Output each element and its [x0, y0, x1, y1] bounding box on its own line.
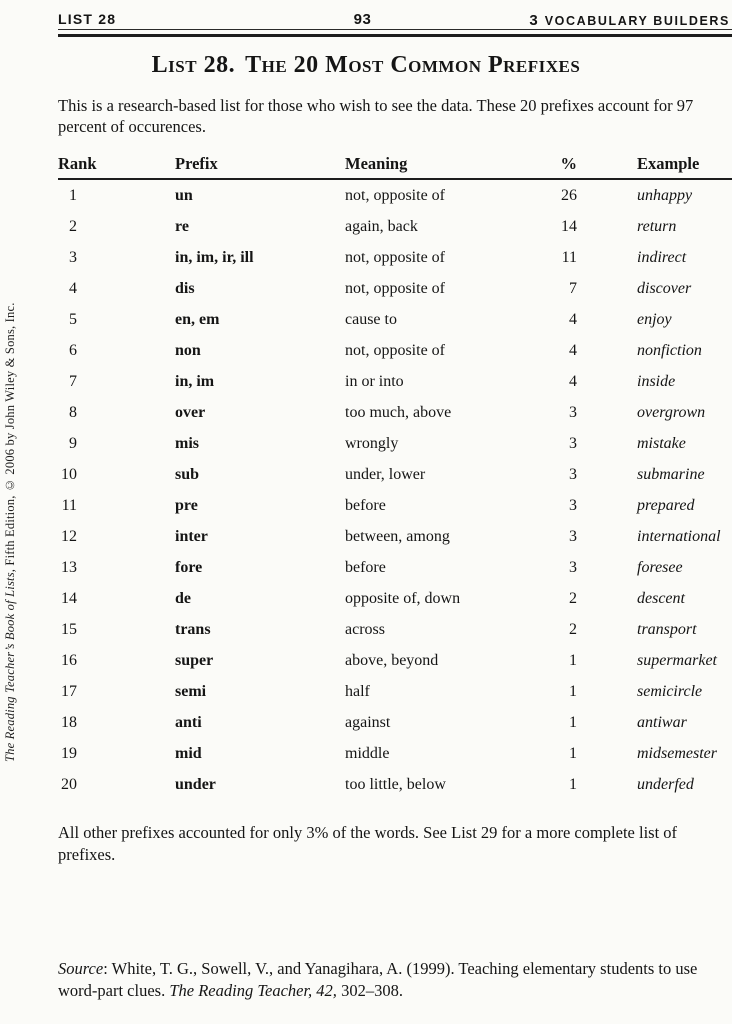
percent-cell: 2	[569, 589, 577, 607]
prefix-cell: dis	[175, 279, 195, 297]
table-row	[58, 335, 732, 366]
rank-cell: 11	[61, 496, 77, 514]
running-head-list-label: LIST 28	[58, 11, 117, 27]
example-cell: inside	[637, 372, 676, 390]
prefix-cell: pre	[175, 496, 198, 514]
prefix-cell: inter	[175, 527, 208, 545]
rank-cell: 4	[69, 279, 77, 297]
spine-edition-copyright: Fifth Edition, © 2006 by John Wiley & Sons, Inc.	[3, 302, 17, 569]
rank-cell: 19	[61, 744, 77, 762]
example-cell: descent	[637, 589, 685, 607]
table-body	[58, 180, 732, 800]
rank-cell: 6	[69, 341, 77, 359]
header-rule-thin	[58, 29, 732, 30]
example-cell: supermarket	[637, 651, 717, 669]
example-cell: semicircle	[637, 682, 703, 700]
rank-cell: 7	[69, 372, 77, 390]
percent-cell: 4	[569, 372, 577, 390]
prefix-cell: super	[175, 651, 214, 669]
column-header-percent: %	[560, 154, 577, 173]
meaning-cell: again, back	[345, 217, 418, 235]
table-row	[58, 707, 732, 738]
example-cell: prepared	[637, 496, 695, 514]
percent-cell: 3	[569, 527, 577, 545]
rank-cell: 14	[61, 589, 77, 607]
rank-cell: 12	[61, 527, 77, 545]
example-cell: mistake	[637, 434, 686, 452]
spine-book-title: The Reading Teacher’s Book of Lists,	[3, 568, 17, 762]
table-row	[58, 211, 732, 242]
column-header-example: Example	[637, 154, 700, 173]
percent-cell: 1	[569, 713, 577, 731]
example-cell: antiwar	[637, 713, 687, 731]
percent-cell: 14	[561, 217, 577, 235]
percent-cell: 1	[569, 775, 577, 793]
chapter-number: 3	[529, 12, 538, 29]
rank-cell: 8	[69, 403, 77, 421]
percent-cell: 1	[569, 651, 577, 669]
prefix-cell: anti	[175, 713, 202, 731]
source-label: Source	[58, 959, 104, 978]
column-header-meaning: Meaning	[345, 154, 408, 173]
percent-cell: 4	[569, 341, 577, 359]
prefix-cell: in, im, ir, ill	[175, 248, 254, 266]
percent-cell: 2	[569, 620, 577, 638]
meaning-cell: against	[345, 713, 391, 731]
example-cell: indirect	[637, 248, 687, 266]
meaning-cell: under, lower	[345, 465, 426, 483]
prefix-cell: non	[175, 341, 201, 359]
table-row	[58, 738, 732, 769]
prefix-cell: mid	[175, 744, 202, 762]
rank-cell: 16	[61, 651, 77, 669]
prefix-cell: in, im	[175, 372, 215, 390]
percent-cell: 4	[569, 310, 577, 328]
prefix-cell: fore	[175, 558, 203, 576]
table-row	[58, 242, 732, 273]
prefix-cell: trans	[175, 620, 211, 638]
column-header-prefix: Prefix	[175, 154, 218, 173]
table-row	[58, 583, 732, 614]
running-head	[58, 9, 730, 29]
percent-cell: 1	[569, 682, 577, 700]
prefix-cell: en, em	[175, 310, 220, 328]
percent-cell: 1	[569, 744, 577, 762]
page-title-name-part: The 20 Most Common Prefixes	[245, 52, 581, 78]
meaning-cell: between, among	[345, 527, 450, 545]
meaning-cell: above, beyond	[345, 651, 439, 669]
meaning-cell: wrongly	[345, 434, 399, 452]
table-row	[58, 397, 732, 428]
table-row	[58, 459, 732, 490]
header-rule-thick	[58, 34, 732, 37]
meaning-cell: not, opposite of	[345, 279, 445, 297]
table-row	[58, 521, 732, 552]
example-cell: nonfiction	[637, 341, 702, 359]
example-cell: unhappy	[637, 186, 693, 204]
example-cell: submarine	[637, 465, 705, 483]
prefix-cell: sub	[175, 465, 200, 483]
example-cell: overgrown	[637, 403, 706, 421]
prefix-cell: under	[175, 775, 216, 793]
table-row	[58, 676, 732, 707]
rank-cell: 9	[69, 434, 77, 452]
example-cell: underfed	[637, 775, 694, 793]
meaning-cell: in or into	[345, 372, 404, 390]
meaning-cell: half	[345, 682, 370, 700]
table-row	[58, 645, 732, 676]
rank-cell: 15	[61, 620, 77, 638]
source-pages: 302–308.	[336, 981, 403, 1000]
table-row	[58, 614, 732, 645]
example-cell: midsemester	[637, 744, 717, 762]
table-row	[58, 769, 732, 800]
percent-cell: 7	[569, 279, 577, 297]
chapter-title: VOCABULARY BUILDERS	[544, 14, 730, 28]
intro-paragraph: This is a research-based list for those who wish to see the data. These 20 prefixes account for 97 percent of occurences.	[58, 96, 694, 136]
spine-copyright	[3, 276, 29, 762]
meaning-cell: middle	[345, 744, 390, 762]
table-header-row	[58, 150, 732, 180]
prefix-cell: over	[175, 403, 206, 421]
running-head-chapter	[529, 12, 730, 29]
table-row	[58, 428, 732, 459]
table-row	[58, 366, 732, 397]
source-text: : White, T. G., Sowell, V., and Yanagihara, A. (1999). Teaching elementary students to use word-part clues.	[58, 959, 698, 1000]
prefix-cell: mis	[175, 434, 199, 452]
table-row	[58, 490, 732, 521]
source-citation	[58, 958, 720, 1002]
percent-cell: 3	[569, 434, 577, 452]
source-journal: The Reading Teacher, 42,	[169, 981, 337, 1000]
rank-cell: 3	[69, 248, 77, 266]
rank-cell: 13	[61, 558, 77, 576]
table-row	[58, 304, 732, 335]
example-cell: discover	[637, 279, 692, 297]
meaning-cell: not, opposite of	[345, 341, 445, 359]
page-number: 93	[353, 11, 372, 28]
rank-cell: 2	[69, 217, 77, 235]
column-header-rank: Rank	[58, 154, 97, 173]
meaning-cell: across	[345, 620, 385, 638]
meaning-cell: before	[345, 558, 386, 576]
table-row	[58, 552, 732, 583]
page-title	[0, 52, 732, 79]
prefix-cell: de	[175, 589, 191, 607]
percent-cell: 3	[569, 558, 577, 576]
percent-cell: 26	[561, 186, 577, 204]
prefix-cell: semi	[175, 682, 207, 700]
rank-cell: 10	[61, 465, 77, 483]
rank-cell: 18	[61, 713, 77, 731]
percent-cell: 3	[569, 465, 577, 483]
meaning-cell: before	[345, 496, 386, 514]
prefixes-table	[58, 150, 732, 800]
rank-cell: 20	[61, 775, 77, 793]
example-cell: return	[637, 217, 677, 235]
percent-cell: 11	[561, 248, 577, 266]
meaning-cell: not, opposite of	[345, 186, 445, 204]
example-cell: international	[637, 527, 721, 545]
meaning-cell: not, opposite of	[345, 248, 445, 266]
rank-cell: 5	[69, 310, 77, 328]
table-row	[58, 273, 732, 304]
table-row	[58, 180, 732, 211]
example-cell: enjoy	[637, 310, 672, 328]
example-cell: transport	[637, 620, 697, 638]
rank-cell: 17	[61, 682, 77, 700]
rank-cell: 1	[69, 186, 77, 204]
page-title-list-part: List 28.	[151, 52, 236, 78]
example-cell: foresee	[637, 558, 683, 576]
prefix-cell: re	[175, 217, 189, 235]
percent-cell: 3	[569, 496, 577, 514]
meaning-cell: too little, below	[345, 775, 446, 793]
meaning-cell: opposite of, down	[345, 589, 461, 607]
meaning-cell: cause to	[345, 310, 397, 328]
meaning-cell: too much, above	[345, 403, 452, 421]
percent-cell: 3	[569, 403, 577, 421]
footnote-paragraph: All other prefixes accounted for only 3% of the words. See List 29 for a more complete list of prefixes.	[58, 823, 678, 864]
prefix-cell: un	[175, 186, 193, 204]
